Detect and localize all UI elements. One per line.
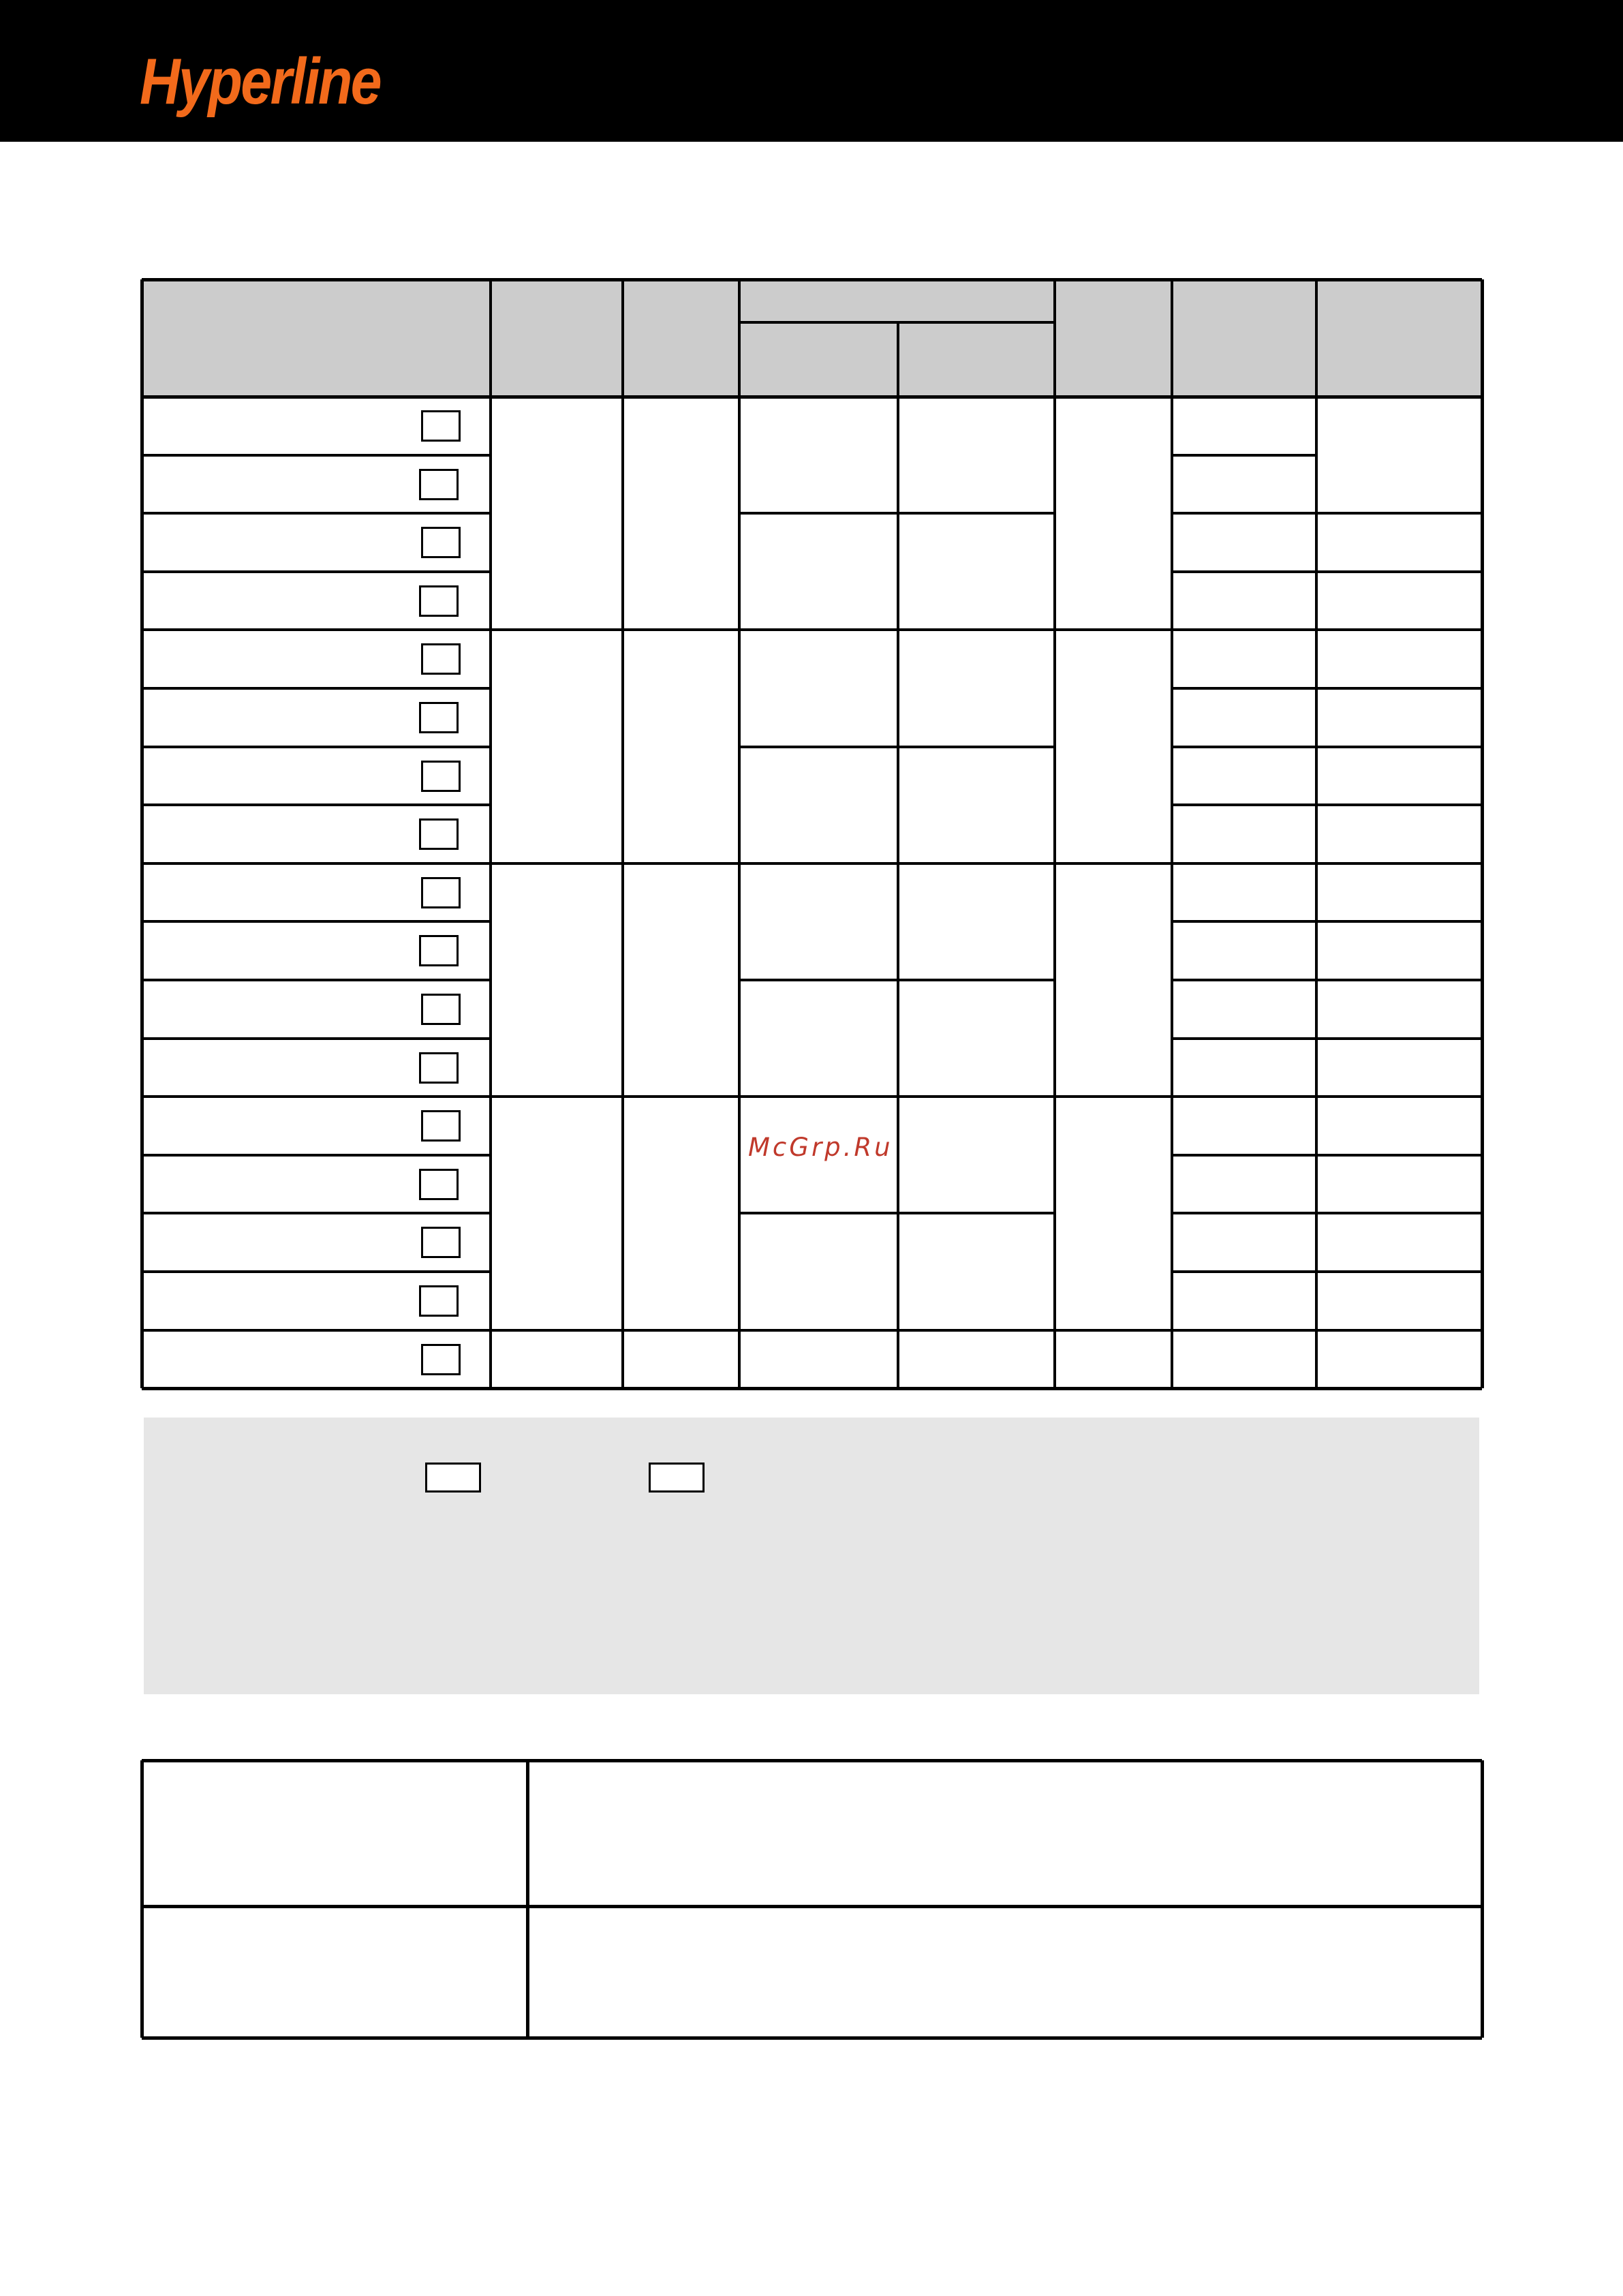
- row-divider: [1172, 746, 1316, 748]
- row-divider: [1172, 1270, 1316, 1273]
- row-divider: [142, 628, 491, 631]
- info-col-divider: [526, 1760, 529, 2038]
- group-divider: [491, 628, 739, 631]
- row-divider: [142, 454, 491, 457]
- row-divider: [142, 862, 491, 865]
- row-divider: [142, 920, 491, 923]
- header-col-divider: [738, 279, 741, 397]
- row-divider: [1172, 512, 1316, 515]
- group-divider: [1055, 862, 1172, 865]
- col-divider: [1053, 397, 1056, 1388]
- row-checkbox[interactable]: [421, 1344, 461, 1375]
- row-divider: [1172, 979, 1316, 981]
- group-divider: [491, 1329, 739, 1332]
- row-divider: [142, 1154, 491, 1157]
- row-divider: [1172, 920, 1316, 923]
- pair-divider: [739, 862, 1055, 865]
- table-border-left: [140, 279, 144, 1388]
- table-header-row: [142, 279, 1482, 397]
- row-divider: [1316, 746, 1482, 748]
- row-divider: [1172, 454, 1316, 457]
- row-checkbox[interactable]: [419, 1169, 459, 1200]
- row-checkbox[interactable]: [419, 1285, 459, 1317]
- row-divider: [1172, 1037, 1316, 1040]
- group-divider: [1055, 1095, 1172, 1098]
- row-divider: [1316, 1095, 1482, 1098]
- info-border-left: [140, 1760, 144, 2038]
- row-checkbox[interactable]: [421, 527, 461, 558]
- pair-divider: [739, 1095, 1055, 1098]
- header-col-divider: [1053, 279, 1056, 397]
- row-checkbox[interactable]: [419, 1052, 459, 1084]
- group-divider: [491, 862, 739, 865]
- row-divider: [1316, 979, 1482, 981]
- notes-checkbox-1[interactable]: [425, 1463, 481, 1493]
- row-divider: [142, 1037, 491, 1040]
- notes-panel: [144, 1418, 1479, 1694]
- col-divider: [738, 397, 741, 1388]
- row-checkbox[interactable]: [421, 1227, 461, 1258]
- table-border-right: [1481, 279, 1484, 1388]
- row-divider: [1172, 1154, 1316, 1157]
- row-divider: [1172, 1095, 1316, 1098]
- header-col-divider: [1171, 279, 1173, 397]
- pair-divider: [739, 1329, 1055, 1332]
- table-border-bottom: [142, 1387, 1482, 1390]
- row-divider: [1316, 1154, 1482, 1157]
- pair-divider: [739, 512, 1055, 515]
- row-divider: [1172, 1329, 1316, 1332]
- row-divider: [1172, 862, 1316, 865]
- row-checkbox[interactable]: [421, 1110, 461, 1142]
- row-checkbox[interactable]: [421, 877, 461, 908]
- row-divider: [1316, 1270, 1482, 1273]
- pair-divider: [739, 979, 1055, 981]
- row-divider: [1316, 1212, 1482, 1214]
- row-checkbox[interactable]: [419, 935, 459, 966]
- col-divider: [621, 397, 624, 1388]
- info-border-right: [1481, 1760, 1484, 2038]
- row-divider: [142, 1270, 491, 1273]
- row-divider: [142, 687, 491, 690]
- col-divider: [897, 397, 899, 1388]
- table-border-top: [142, 278, 1482, 281]
- group-divider: [1055, 628, 1172, 631]
- row-divider: [1316, 1329, 1482, 1332]
- row-divider: [1172, 803, 1316, 806]
- row-divider: [142, 1212, 491, 1214]
- group-divider: [491, 1095, 739, 1098]
- row-divider: [1316, 803, 1482, 806]
- row-divider: [142, 570, 491, 573]
- col-divider: [1171, 397, 1173, 1388]
- row-divider: [142, 803, 491, 806]
- row-divider: [1316, 687, 1482, 690]
- row-divider: [142, 1329, 491, 1332]
- row-divider: [1316, 628, 1482, 631]
- row-divider: [142, 979, 491, 981]
- row-divider: [1172, 570, 1316, 573]
- row-checkbox[interactable]: [419, 585, 459, 617]
- row-divider: [1172, 687, 1316, 690]
- notes-checkbox-2[interactable]: [649, 1463, 705, 1493]
- pair-divider: [739, 746, 1055, 748]
- hyperline-logo: Hyperline: [140, 45, 381, 118]
- row-divider: [1316, 1037, 1482, 1040]
- info-row-divider: [142, 1905, 1482, 1908]
- row-divider: [142, 512, 491, 515]
- row-checkbox[interactable]: [421, 643, 461, 675]
- row-checkbox[interactable]: [419, 818, 459, 850]
- row-divider: [1316, 920, 1482, 923]
- header-col-divider: [1315, 279, 1318, 397]
- row-checkbox[interactable]: [419, 702, 459, 733]
- row-checkbox[interactable]: [421, 761, 461, 792]
- header-bottom-line: [142, 395, 1482, 399]
- info-border-bottom: [142, 2036, 1482, 2040]
- watermark-text: McGrp.Ru: [748, 1133, 893, 1162]
- header-col-divider: [621, 279, 624, 397]
- col-divider: [1315, 397, 1318, 1388]
- row-divider: [1172, 628, 1316, 631]
- row-checkbox[interactable]: [419, 469, 459, 500]
- col-divider: [489, 397, 492, 1388]
- pair-divider: [739, 1212, 1055, 1214]
- row-checkbox[interactable]: [421, 994, 461, 1025]
- group-divider: [1055, 1329, 1172, 1332]
- row-divider: [1316, 570, 1482, 573]
- pair-divider: [739, 628, 1055, 631]
- row-checkbox[interactable]: [421, 410, 461, 442]
- info-border-top: [142, 1759, 1482, 1762]
- row-divider: [142, 1095, 491, 1098]
- header-col-divider: [489, 279, 492, 397]
- row-divider: [1316, 512, 1482, 515]
- row-divider: [1172, 1212, 1316, 1214]
- row-divider: [1316, 862, 1482, 865]
- header-subcol-divider: [897, 322, 899, 397]
- row-divider: [142, 746, 491, 748]
